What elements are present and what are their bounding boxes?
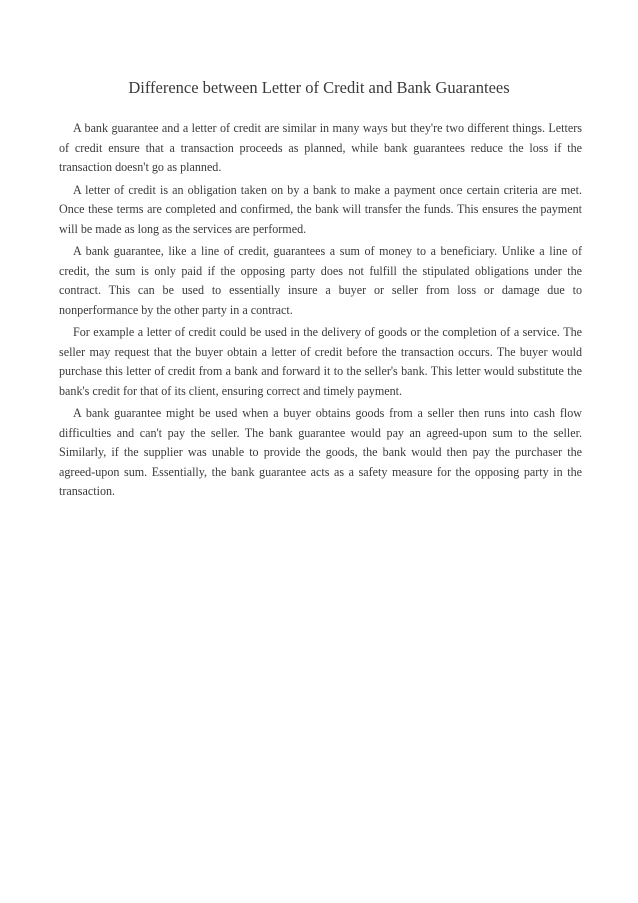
paragraph-3: A bank guarantee, like a line of credit, guarantees a sum of money to a beneficiary. Unlike a line of credit, the sum is only paid if the opposing party does not fulfill the stipulated obligations under the contract. This can be used to essentially insure a buyer or seller from loss or damage due to nonperformance by the other party in a contract. [59,244,582,317]
paragraph-4: For example a letter of credit could be used in the delivery of goods or the completion of a service. The seller may request that the buyer obtain a letter of credit before the transaction occurs. The buyer would purchase this letter of credit from a bank and forward it to the seller's bank. This letter would substitute the bank's credit for that of its client, ensuring correct and timely payment. [59,325,582,398]
paragraph-5: A bank guarantee might be used when a buyer obtains goods from a seller then runs into cash flow difficulties and can't pay the seller. The bank guarantee would pay an agreed-upon sum to the seller. Similarly, if the supplier was unable to provide the goods, the bank would then pay the purchaser the agreed-upon sum. Essentially, the bank guarantee acts as a safety measure for the opposing party in the transaction. [59,406,582,498]
document-body [59,119,582,505]
document-title: Difference between Letter of Credit and Bank Guarantees [128,78,510,97]
paragraph-1: A bank guarantee and a letter of credit are similar in many ways but they're two different things. Letters of credit ensure that a transaction proceeds as planned, while bank guarantees reduce the loss if the transaction doesn't go as planned. [59,121,582,174]
paragraph-2: A letter of credit is an obligation taken on by a bank to make a payment once certain criteria are met. Once these terms are completed and confirmed, the bank will transfer the funds. This ensures the payment will be made as long as the services are performed. [59,182,582,236]
